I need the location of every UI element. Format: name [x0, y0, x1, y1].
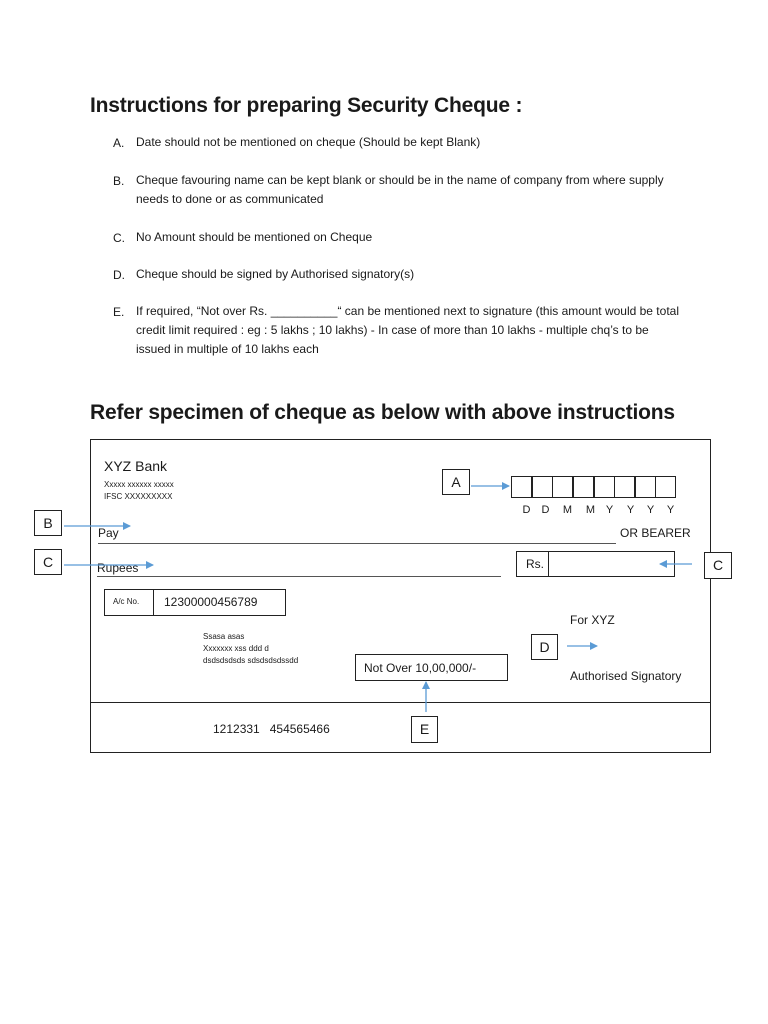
list-item-text: Date should not be mentioned on cheque (Should be kept Blank) — [136, 135, 481, 149]
list-item-text: No Amount should be mentioned on Cheque — [136, 230, 373, 244]
marker-c-left: C — [34, 549, 62, 575]
bank-address: Xxxxx xxxxxx xxxxx — [104, 480, 174, 489]
marker-a: A — [442, 469, 470, 495]
list-item-text: Cheque should be signed by Authorised signatory(s) — [136, 267, 415, 281]
list-item-letter: A. — [113, 136, 125, 150]
date-letter: Y — [626, 504, 635, 516]
marker-b: B — [34, 510, 62, 536]
marker-c-right: C — [704, 552, 732, 579]
micr-code: 1212331 454565466 — [213, 722, 330, 736]
for-company: For XYZ — [570, 613, 615, 627]
section-heading: Refer specimen of cheque as below with above instructions — [90, 401, 675, 424]
account-holder-line: Ssasa asas — [203, 632, 245, 641]
marker-e: E — [411, 716, 438, 743]
list-item-letter: E. — [113, 305, 125, 319]
list-item-text: Cheque favouring name can be kept blank or should be in the name of company from where supply needs to done or as communicated — [136, 173, 664, 206]
not-over-text: Not Over 10,00,000/- — [364, 661, 477, 675]
ifsc-code: IFSC XXXXXXXXX — [104, 492, 173, 501]
pay-label: Pay — [98, 526, 119, 540]
list-item-letter: C. — [113, 231, 125, 245]
authorised-signatory: Authorised Signatory — [570, 669, 682, 683]
account-label: A/c No. — [113, 597, 140, 606]
list-item-text: If required, “Not over Rs. __________“ can be mentioned next to signature (this amount would be total credit limit required : eg : 5 lakhs ; 10 lakhs) - In case of more than 10 lakhs - multiple chq’s to be issued in multiple of 10 lakhs each — [136, 304, 679, 356]
date-letter: Y — [666, 504, 675, 516]
date-letter: M — [562, 504, 573, 516]
account-number: 12300000456789 — [164, 595, 258, 609]
date-letter: M — [585, 504, 596, 516]
date-letter: Y — [605, 504, 614, 516]
bank-name: XYZ Bank — [104, 458, 168, 474]
rs-label: Rs. — [526, 557, 544, 571]
date-letter: D — [541, 504, 550, 516]
page-title: Instructions for preparing Security Cheque : — [90, 94, 523, 117]
list-item-letter: B. — [113, 174, 125, 188]
date-letter: D — [522, 504, 531, 516]
date-letter: Y — [646, 504, 655, 516]
rupees-label: Rupees — [97, 561, 139, 575]
list-item-letter: D. — [113, 268, 125, 282]
account-holder-line: dsdsdsdsds sdsdsdsdssdd — [203, 656, 299, 665]
or-bearer-label: OR BEARER — [620, 526, 691, 540]
marker-d: D — [531, 634, 558, 660]
account-holder-line: Xxxxxxx xss ddd d — [203, 644, 269, 653]
